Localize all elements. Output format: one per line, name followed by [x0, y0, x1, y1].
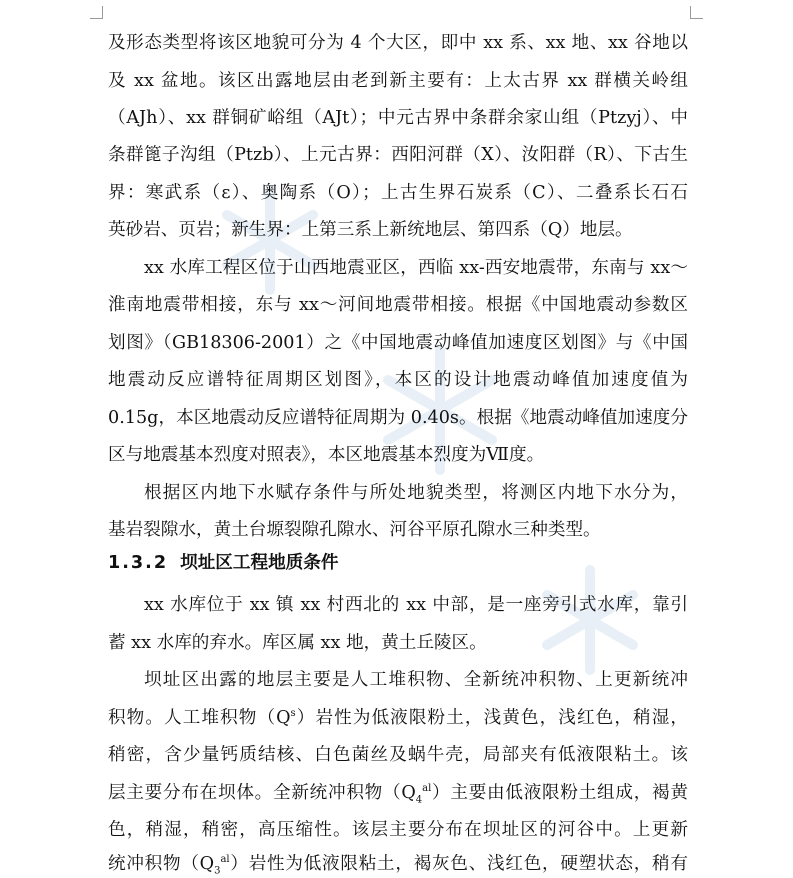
paragraph-line: 划图》（GB18306-2001）之《中国地震动峰值加速度区划图》与《中国 — [108, 333, 688, 353]
paragraph-line: 根据区内地下水赋存条件与所处地貌类型，将测区内地下水分为， — [144, 483, 688, 503]
paragraph-line: xx 水库工程区位于山西地震亚区，西临 xx-西安地震带，东南与 xx～ — [144, 258, 688, 278]
paragraph-line: 英砂岩、页岩；新生界：上第三系上新统地层、第四系（Q）地层。 — [108, 220, 633, 240]
paragraph-line: 层主要分布在坝体。全新统冲积物$(Q_4^{al})$主要由低液限粉土组成，褐黄 — [108, 783, 688, 806]
paragraph-line: 区与地震基本烈度对照表》，本区地震基本烈度为Ⅶ度。 — [108, 445, 545, 465]
paragraph-line: 坝址区出露的地层主要是人工堆积物、全新统冲积物、上更新统冲 — [144, 670, 688, 690]
crop-mark-top-left — [90, 6, 103, 19]
paragraph-line: 0.15g，本区地震动反应谱特征周期为 0.40s。根据《地震动峰值加速度分 — [108, 408, 688, 428]
paragraph-line: 色，稍湿，稍密，高压缩性。该层主要分布在坝址区的河谷中。上更新 — [108, 820, 688, 840]
paragraph-line: 及 xx 盆地。该区出露地层由老到新主要有：上太古界 xx 群横关岭组 — [108, 71, 688, 91]
paragraph-line: 统冲积物$(Q_3^{al})$岩性为低液限粘土，褐灰色、浅红色，硬塑状态，稍有 — [108, 854, 688, 877]
section-number: 1.3.2 — [108, 553, 169, 573]
paragraph-line: 条群篦子沟组（Ptzb）、上元古界：西阳河群（X）、汝阳群（R）、下古生 — [108, 145, 688, 165]
paragraph-line: （AJh）、xx 群铜矿峪组（AJt）；中元古界中条群余家山组（Ptzyj）、中 — [108, 108, 688, 128]
paragraph-line: 蓄 xx 水库的弃水。库区属 xx 地，黄土丘陵区。 — [108, 633, 487, 653]
section-title: 坝址区工程地质条件 — [180, 553, 339, 573]
paragraph-line: 及形态类型将该区地貌可分为 4 个大区，即中 xx 系、xx 地、xx 谷地以 — [108, 33, 688, 53]
paragraph-line: 稍密，含少量钙质结核、白色菌丝及蜗牛壳，局部夹有低液限粘土。该 — [108, 745, 688, 765]
paragraph-line: 基岩裂隙水，黄土台塬裂隙孔隙水、河谷平原孔隙水三种类型。 — [108, 520, 601, 540]
paragraph-line: 界：寒武系（ε）、奥陶系（O）；上古生界石炭系（C）、二叠系长石石 — [108, 183, 688, 203]
paragraph-line: 地震动反应谱特征周期区划图》，本区的设计地震动峰值加速度值为 — [108, 370, 688, 390]
paragraph-line: 积物。人工堆积物$(Q^s)$岩性为低液限粉土，浅黄色，浅红色，稍湿， — [108, 708, 688, 728]
section-heading — [108, 551, 688, 575]
paragraph-line: 淮南地震带相接，东与 xx～河间地震带相接。根据《中国地震动参数区 — [108, 295, 688, 315]
paragraph-line: xx 水库位于 xx 镇 xx 村西北的 xx 中部，是一座旁引式水库，靠引 — [144, 595, 688, 615]
crop-mark-top-right — [690, 6, 703, 19]
